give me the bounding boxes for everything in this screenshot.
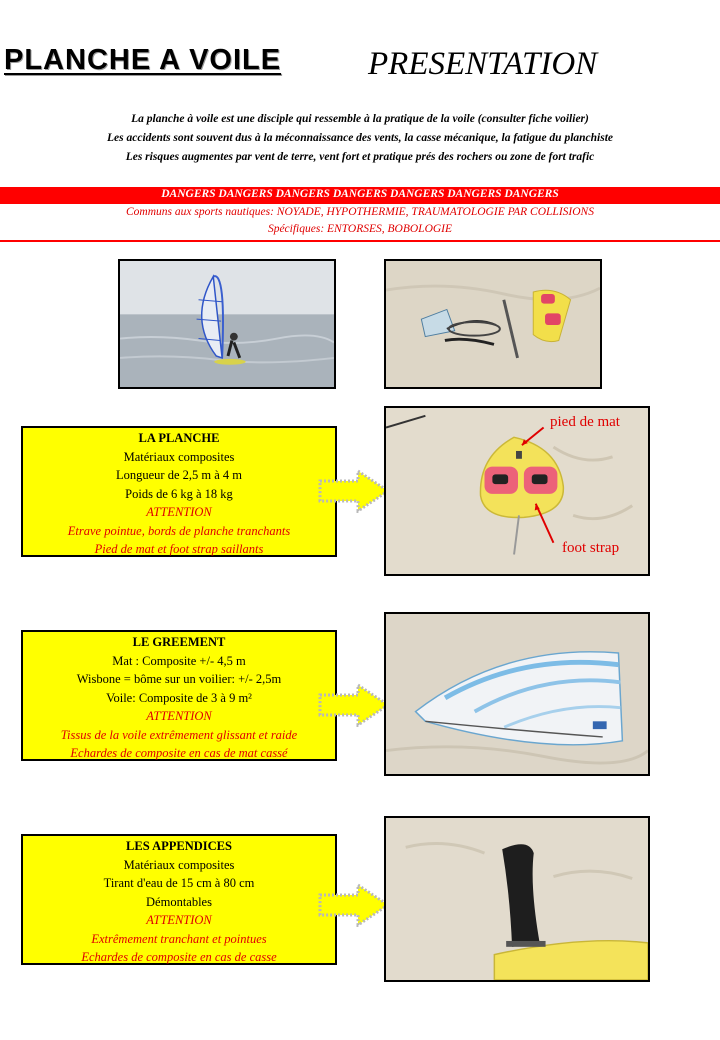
warning-line: Tissus de la voile extrêmement glissant et raide	[60, 727, 298, 742]
attention-label: ATTENTION	[146, 505, 212, 519]
warning-line: Pied de mat et foot strap saillants	[94, 542, 264, 556]
label-foot-strap: foot strap	[562, 540, 620, 556]
photo-fin	[384, 816, 650, 982]
section-line: Poids de 6 kg à 18 kg	[125, 486, 233, 501]
section-line: Matériaux composites	[123, 857, 235, 872]
section-title: LE GREEMENT	[132, 635, 226, 649]
section-line: Démontables	[146, 894, 212, 909]
section-title: LES APPENDICES	[126, 839, 232, 853]
warning-line: Echardes de composite en cas de casse	[81, 950, 277, 964]
intro-line-3: Les risques augmentes par vent de terre, vent fort et pratique prés des rochers ou zone de fort trafic	[125, 151, 595, 163]
page-subtitle: PRESENTATION	[368, 46, 598, 82]
dangers-specific: Spécifiques: ENTORSES, BOBOLOGIE	[267, 223, 453, 235]
attention-label: ATTENTION	[146, 913, 212, 927]
photo-equipment	[384, 259, 602, 389]
intro-line-1: La planche à voile est une disciple qui ressemble à la pratique de la voile (consulter fiche voilier)	[131, 113, 589, 125]
section-line: Wisbone = bôme sur un voilier: +/- 2,5m	[76, 672, 282, 686]
dangers-divider	[0, 240, 720, 242]
section-line: Tirant d'eau de 15 cm à 80 cm	[103, 876, 255, 890]
arrow-right-icon	[318, 683, 390, 727]
arrow-right-icon	[318, 883, 390, 927]
photo-windsurfer	[118, 259, 336, 389]
warning-line: Echardes de composite en cas de mat cassé	[70, 746, 288, 760]
label-pied-de-mat: pied de mat	[550, 414, 620, 430]
section-line: Mat : Composite +/- 4,5 m	[112, 653, 246, 668]
warning-line: Extrêmement tranchant et pointues	[91, 931, 267, 946]
arrow-right-icon	[318, 469, 390, 513]
attention-label: ATTENTION	[146, 709, 212, 723]
warning-line: Etrave pointue, bords de planche tranchants	[67, 523, 291, 538]
section-planche	[21, 426, 337, 557]
section-appendices	[21, 834, 337, 965]
section-title: LA PLANCHE	[138, 431, 220, 445]
dangers-common: Communs aux sports nautiques: NOYADE, HYPOTHERMIE, TRAUMATOLOGIE PAR COLLISIONS	[126, 206, 594, 218]
page-title: PLANCHE A VOILE	[4, 44, 282, 76]
dangers-banner: DANGERS DANGERS DANGERS DANGERS DANGERS DANGERS DANGERS	[161, 188, 559, 200]
intro-line-2: Les accidents sont souvent dus à la méconnaissance des vents, la casse mécanique, la fatigue du planchiste	[107, 132, 613, 144]
section-greement	[21, 630, 337, 761]
section-line: Voile: Composite de 3 à 9 m²	[106, 690, 252, 705]
section-line: Matériaux composites	[123, 449, 235, 464]
section-line: Longueur de 2,5 m à 4 m	[115, 468, 242, 482]
photo-sail	[384, 612, 650, 776]
